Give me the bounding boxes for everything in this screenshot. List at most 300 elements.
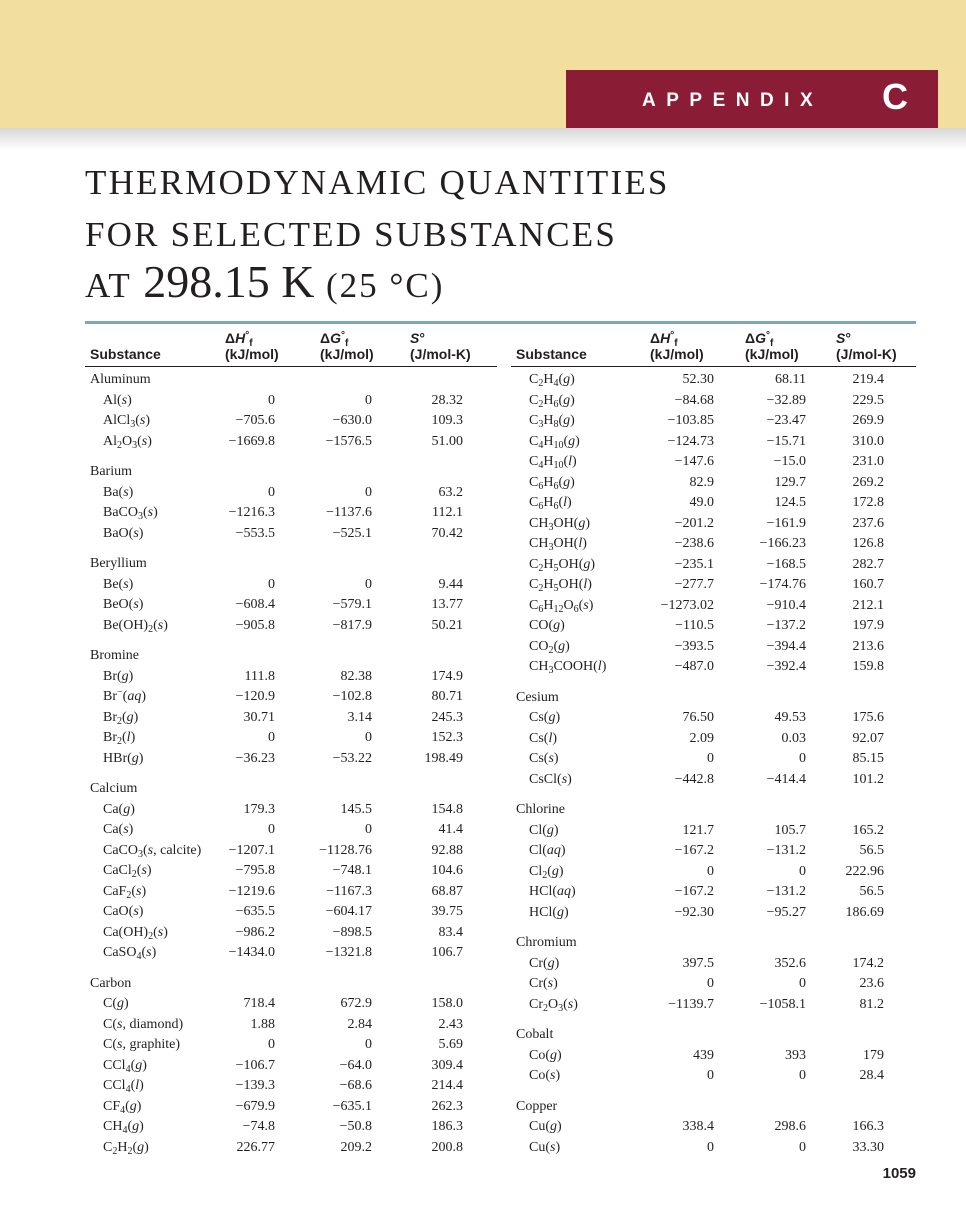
enthalpy-value: −705.6 — [235, 413, 275, 428]
enthalpy-value: −1219.6 — [228, 883, 275, 899]
substance-formula: Br−(aq) — [103, 687, 146, 704]
gibbs-value: −394.4 — [766, 638, 806, 654]
header-enthalpy — [225, 330, 279, 362]
gibbs-value: −635.1 — [332, 1098, 372, 1114]
entropy-value: 51.00 — [431, 433, 463, 449]
entropy-value: 214.4 — [431, 1078, 463, 1093]
header-gibbs-unit: (kJ/mol) — [320, 346, 374, 362]
table-row — [511, 657, 916, 678]
substance-formula: CO(g) — [529, 618, 565, 633]
group-heading: Barium — [90, 464, 132, 479]
table-row — [511, 770, 916, 791]
table-row — [511, 452, 916, 473]
entropy-value: 5.69 — [438, 1037, 463, 1052]
table-left-column — [85, 370, 497, 1158]
substance-formula: Ca(s) — [103, 822, 134, 837]
entropy-value: 70.42 — [431, 525, 463, 541]
group-spacer — [511, 678, 916, 688]
gibbs-value: −15.0 — [773, 454, 806, 469]
entropy-value: 152.3 — [431, 730, 463, 745]
substance-formula: CaCl$_2$(s) — [103, 863, 152, 880]
entropy-value: 92.07 — [852, 730, 884, 746]
entropy-value: 2.43 — [438, 1016, 463, 1032]
group-heading: Aluminum — [90, 372, 151, 387]
table-row — [511, 616, 916, 637]
table-row — [511, 954, 916, 975]
gibbs-value: −1576.5 — [325, 433, 372, 449]
table-row — [85, 595, 497, 616]
enthalpy-value: 30.71 — [243, 709, 275, 725]
table-row — [85, 391, 497, 412]
entropy-value: 50.21 — [431, 617, 463, 633]
gibbs-value: 0.03 — [781, 730, 806, 746]
entropy-value: 41.4 — [438, 822, 463, 837]
entropy-value: 237.6 — [852, 515, 884, 531]
page-title-line-2: FOR SELECTED SUBSTANCES — [85, 215, 618, 254]
appendix-letter: C — [882, 76, 908, 117]
enthalpy-value: −487.0 — [674, 659, 714, 674]
enthalpy-value: 0 — [268, 392, 275, 408]
entropy-value: 80.71 — [431, 689, 463, 704]
gibbs-value: 3.14 — [347, 709, 372, 725]
gibbs-value: −525.1 — [332, 525, 372, 541]
group-heading: Chlorine — [516, 802, 565, 817]
header-gibbs-unit: (kJ/mol) — [745, 346, 799, 362]
substance-formula: Cl(g) — [529, 822, 559, 838]
substance-formula: HCl(aq) — [529, 884, 576, 899]
table-row — [85, 923, 497, 944]
entropy-value: 68.87 — [431, 883, 463, 899]
entropy-value: 213.6 — [852, 638, 884, 654]
substance-formula: $CH_3OH(l)$ — [529, 536, 587, 553]
enthalpy-value: −139.3 — [235, 1078, 275, 1093]
table-row — [85, 708, 497, 729]
gibbs-value: −32.89 — [766, 392, 806, 408]
table-row — [85, 943, 497, 964]
entropy-value: 13.77 — [431, 597, 463, 612]
substance-formula: $C_3H_8(g)$ — [529, 413, 575, 430]
entropy-value: 154.8 — [431, 801, 463, 817]
table-row — [85, 1097, 497, 1118]
table-row — [85, 1076, 497, 1097]
entropy-value: 160.7 — [852, 577, 884, 592]
title-prefix: AT — [85, 266, 132, 305]
enthalpy-value: −795.8 — [235, 863, 275, 878]
gibbs-value: −910.4 — [766, 597, 806, 613]
gibbs-value: 2.84 — [347, 1016, 372, 1032]
entropy-value: 106.7 — [431, 945, 463, 960]
enthalpy-value: 0 — [268, 1037, 275, 1052]
table-right-column — [511, 370, 916, 1158]
substance-formula: AlCl$_3$(s) — [103, 413, 151, 430]
enthalpy-value: −679.9 — [235, 1098, 275, 1114]
entropy-value: 172.8 — [852, 495, 884, 510]
entropy-value: 63.2 — [438, 484, 463, 500]
gibbs-value: −68.6 — [339, 1078, 372, 1093]
entropy-value: 245.3 — [431, 709, 463, 725]
entropy-value: 174.2 — [852, 955, 884, 971]
header-gibbs — [745, 330, 799, 362]
table-row — [511, 1046, 916, 1067]
gibbs-value: 0 — [365, 1037, 372, 1052]
substance-formula: $Br_2(l)$ — [103, 730, 136, 747]
enthalpy-value: 179.3 — [243, 801, 275, 817]
enthalpy-value: −103.85 — [667, 413, 714, 428]
substance-formula: C(g) — [103, 996, 129, 1011]
enthalpy-value: 439 — [693, 1047, 714, 1063]
table-row — [85, 483, 497, 504]
entropy-value: 56.5 — [859, 843, 884, 858]
gibbs-value: −50.8 — [339, 1119, 372, 1134]
enthalpy-value: −277.7 — [674, 577, 714, 592]
entropy-value: 219.4 — [852, 372, 884, 387]
entropy-value: 231.0 — [852, 454, 884, 469]
substance-formula: $C_2H_5OH(l)$ — [529, 577, 592, 594]
group-heading: Beryllium — [90, 556, 147, 571]
group-spacer — [85, 544, 497, 554]
substance-formula: Cs(g) — [529, 710, 561, 725]
table-row — [85, 503, 497, 524]
substance-formula: Cr(s) — [529, 976, 558, 991]
gibbs-value: 0 — [365, 576, 372, 592]
substance-formula: $C_2H_4(g)$ — [529, 372, 575, 389]
group-spacer — [511, 1015, 916, 1025]
enthalpy-value: 82.9 — [689, 474, 714, 490]
header-enthalpy-symbol: $\Delta H^\circ_f$ — [650, 330, 678, 349]
gibbs-value: −15.71 — [766, 433, 806, 449]
entropy-value: 28.4 — [859, 1068, 884, 1083]
enthalpy-value: −986.2 — [235, 924, 275, 940]
gibbs-value: −1321.8 — [325, 945, 372, 960]
table-row — [85, 820, 497, 841]
table-row — [85, 667, 497, 688]
enthalpy-value: −393.5 — [674, 638, 714, 654]
header-entropy-unit: (J/mol-K) — [836, 346, 897, 362]
enthalpy-value: 0 — [268, 730, 275, 745]
table-row — [85, 432, 497, 453]
table-row — [511, 1117, 916, 1138]
table-row — [511, 391, 916, 412]
enthalpy-value: −235.1 — [674, 556, 714, 572]
substance-formula: BaCO$_3$(s) — [103, 505, 158, 522]
group-heading: Cesium — [516, 689, 559, 705]
entropy-value: 200.8 — [431, 1139, 463, 1155]
enthalpy-value: 0 — [707, 863, 714, 879]
gibbs-value: 298.6 — [774, 1119, 806, 1134]
gibbs-value: −95.27 — [766, 904, 806, 920]
entropy-value: 158.0 — [431, 996, 463, 1011]
table-row — [85, 728, 497, 749]
entropy-value: 85.15 — [852, 751, 884, 766]
table-row — [511, 995, 916, 1016]
table-row — [85, 1117, 497, 1138]
table-row — [511, 432, 916, 453]
gibbs-value: 0 — [365, 822, 372, 837]
group-spacer — [85, 636, 497, 646]
substance-formula: $CO_2(g)$ — [529, 638, 570, 656]
table-row — [511, 534, 916, 555]
gibbs-value: 352.6 — [774, 955, 806, 971]
substance-formula: BeO(s) — [103, 597, 144, 612]
group-spacer — [85, 964, 497, 974]
gibbs-value: 145.5 — [340, 801, 372, 817]
table-row — [511, 514, 916, 535]
enthalpy-value: −608.4 — [235, 597, 275, 612]
entropy-value: 92.88 — [431, 842, 463, 858]
table-row — [511, 862, 916, 883]
substance-formula: Cs(l) — [529, 730, 558, 746]
gibbs-value: −166.23 — [759, 536, 806, 551]
group-spacer — [85, 769, 497, 779]
table-row — [511, 882, 916, 903]
substance-formula: Cu(s) — [529, 1139, 561, 1155]
gibbs-value: −1058.1 — [759, 996, 806, 1012]
enthalpy-value: 0 — [268, 576, 275, 592]
table-header-left — [85, 330, 497, 367]
enthalpy-value: 52.30 — [682, 372, 714, 387]
header-substance: Substance — [516, 346, 587, 362]
table-row — [511, 370, 916, 391]
gibbs-value: −1137.6 — [326, 505, 372, 520]
table-row — [85, 861, 497, 882]
substance-formula: BaO(s) — [103, 525, 144, 541]
substance-formula: $C_6H_{12}O_6(s)$ — [529, 597, 594, 615]
entropy-value: 282.7 — [852, 556, 884, 572]
appendix-tab — [566, 70, 938, 128]
gibbs-value: −64.0 — [339, 1057, 372, 1073]
entropy-value: 186.3 — [431, 1119, 463, 1134]
gibbs-value: −168.5 — [766, 556, 806, 572]
substance-formula: $Br_2(g)$ — [103, 709, 139, 727]
enthalpy-value: 0 — [707, 976, 714, 991]
substance-formula: $C_6H_6(l)$ — [529, 495, 572, 512]
entropy-value: 23.6 — [859, 976, 884, 991]
gibbs-value: 393 — [785, 1047, 806, 1063]
substance-formula: CaO(s) — [103, 904, 144, 919]
table-row — [85, 882, 497, 903]
gibbs-value: 672.9 — [340, 996, 372, 1011]
substance-formula: $C_2H_5OH(g)$ — [529, 556, 596, 574]
substance-formula: $C_6H_6(g)$ — [529, 474, 575, 492]
group-spacer — [511, 790, 916, 800]
enthalpy-value: 1.88 — [250, 1016, 275, 1032]
gibbs-value: −579.1 — [332, 597, 372, 612]
substance-formula: CaSO$_4$(s) — [103, 945, 157, 962]
table-row — [85, 800, 497, 821]
entropy-value: 197.9 — [852, 618, 884, 633]
enthalpy-value: 0 — [268, 484, 275, 500]
entropy-value: 112.1 — [432, 505, 463, 520]
entropy-value: 310.0 — [852, 433, 884, 449]
substance-formula: $C_2H_6(g)$ — [529, 392, 575, 410]
table-row — [511, 411, 916, 432]
substance-formula: $C_4H_{10}(g)$ — [529, 433, 580, 451]
gibbs-value: −630.0 — [332, 413, 372, 428]
enthalpy-value: −92.30 — [674, 904, 714, 920]
gibbs-value: −137.2 — [766, 618, 806, 633]
table-row — [85, 1035, 497, 1056]
table-row — [85, 575, 497, 596]
entropy-value: 175.6 — [852, 710, 884, 725]
page-title-line-3 — [85, 255, 444, 308]
header-entropy — [836, 330, 897, 362]
entropy-value: 33.30 — [852, 1139, 884, 1155]
substance-formula: Co(s) — [529, 1068, 561, 1083]
gibbs-value: −161.9 — [766, 515, 806, 531]
table-row — [511, 1066, 916, 1087]
header-enthalpy-unit: (kJ/mol) — [225, 346, 279, 362]
enthalpy-value: −1139.7 — [668, 996, 714, 1012]
group-spacer — [85, 452, 497, 462]
enthalpy-value: 338.4 — [682, 1119, 714, 1134]
table-row — [511, 493, 916, 514]
enthalpy-value: 397.5 — [682, 955, 714, 971]
group-heading: Chromium — [516, 935, 577, 950]
gibbs-value: −131.2 — [766, 884, 806, 899]
substance-formula: $CH_3COOH(l)$ — [529, 659, 607, 676]
gibbs-value: 129.7 — [774, 474, 806, 490]
header-entropy-symbol: S° — [410, 330, 425, 346]
substance-formula: C(s, diamond) — [103, 1016, 184, 1032]
header-gibbs-symbol: $\Delta G^\circ_f$ — [320, 330, 349, 349]
gibbs-value: −131.2 — [766, 843, 806, 858]
gibbs-value: −1167.3 — [326, 883, 372, 899]
entropy-value: 262.3 — [431, 1098, 463, 1114]
gibbs-value: 0 — [365, 392, 372, 408]
header-entropy-symbol: S° — [836, 330, 851, 346]
substance-formula: Be(s) — [103, 576, 134, 592]
table-row — [511, 708, 916, 729]
substance-formula: $Be(OH)_2(s)$ — [103, 617, 168, 635]
gibbs-value: 0 — [799, 976, 806, 991]
entropy-value: 174.9 — [431, 668, 463, 684]
substance-formula: Al(s) — [103, 392, 132, 408]
entropy-value: 222.96 — [845, 863, 884, 879]
header-gibbs — [320, 330, 374, 362]
enthalpy-value: −1216.3 — [228, 505, 275, 520]
enthalpy-value: 226.77 — [236, 1139, 275, 1155]
substance-formula: $Ca(OH)_2(s)$ — [103, 924, 168, 942]
entropy-value: 159.8 — [852, 659, 884, 674]
title-temperature-c: (25 °C) — [326, 266, 445, 305]
gibbs-value: 49.53 — [774, 710, 806, 725]
table-row — [511, 729, 916, 750]
entropy-value: 109.3 — [431, 413, 463, 428]
gibbs-value: 0 — [365, 730, 372, 745]
table-row — [85, 749, 497, 770]
enthalpy-value: −1669.8 — [228, 433, 275, 449]
group-heading: Copper — [516, 1098, 558, 1114]
header-enthalpy-unit: (kJ/mol) — [650, 346, 704, 362]
substance-formula: $CH_4(g)$ — [103, 1119, 144, 1136]
enthalpy-value: −36.23 — [235, 750, 275, 766]
entropy-value: 186.69 — [845, 904, 884, 920]
gibbs-value: 82.38 — [340, 668, 372, 684]
entropy-value: 166.3 — [852, 1119, 884, 1134]
enthalpy-value: 76.50 — [682, 710, 714, 725]
enthalpy-value: −120.9 — [235, 689, 275, 704]
entropy-value: 309.4 — [431, 1057, 463, 1073]
table-row — [85, 616, 497, 637]
substance-formula: C(s, graphite) — [103, 1037, 180, 1052]
entropy-value: 39.75 — [431, 904, 463, 919]
table-row — [85, 902, 497, 923]
enthalpy-value: 111.8 — [244, 668, 275, 684]
enthalpy-value: −1434.0 — [228, 945, 275, 960]
enthalpy-value: 0 — [268, 822, 275, 837]
enthalpy-value: 718.4 — [243, 996, 275, 1011]
enthalpy-value: −124.73 — [667, 433, 714, 449]
enthalpy-value: −110.5 — [675, 618, 714, 633]
table-row — [511, 575, 916, 596]
gibbs-value: −102.8 — [332, 689, 372, 704]
table-row — [85, 1138, 497, 1159]
page-number: 1059 — [882, 1165, 916, 1182]
enthalpy-value: −167.2 — [674, 843, 714, 858]
gibbs-value: −414.4 — [766, 771, 806, 787]
enthalpy-value: −106.7 — [235, 1057, 275, 1073]
gibbs-value: 0 — [799, 1139, 806, 1155]
substance-formula: $Cr_2O_3(s)$ — [529, 996, 578, 1014]
entropy-value: 269.2 — [852, 474, 884, 490]
gibbs-value: −174.76 — [759, 577, 806, 592]
entropy-value: 9.44 — [438, 576, 463, 592]
enthalpy-value: −1207.1 — [228, 842, 275, 858]
table-row — [511, 974, 916, 995]
enthalpy-value: 2.09 — [689, 730, 714, 746]
substance-formula: HBr(g) — [103, 750, 144, 766]
table-header-right — [511, 330, 916, 367]
gibbs-value: 0 — [799, 1068, 806, 1083]
gibbs-value: −23.47 — [766, 413, 806, 428]
enthalpy-value: −238.6 — [674, 536, 714, 551]
gibbs-value: −604.17 — [325, 904, 372, 919]
table-row — [511, 555, 916, 576]
table-row — [85, 524, 497, 545]
enthalpy-value: −553.5 — [235, 525, 275, 541]
gibbs-value: −392.4 — [766, 659, 806, 674]
header-enthalpy — [650, 330, 704, 362]
substance-formula: CaCO$_3$(s, calcite) — [103, 842, 202, 860]
enthalpy-value: 121.7 — [682, 822, 714, 838]
entropy-value: 28.32 — [431, 392, 463, 408]
gibbs-value: 68.11 — [775, 372, 806, 387]
gibbs-value: 0 — [799, 751, 806, 766]
substance-formula: CsCl(s) — [529, 771, 572, 787]
page-title-line-1: THERMODYNAMIC QUANTITIES — [85, 163, 670, 202]
enthalpy-value: −635.5 — [235, 904, 275, 919]
substance-formula: HCl(g) — [529, 904, 569, 920]
gibbs-value: 209.2 — [340, 1139, 372, 1155]
table-row — [85, 687, 497, 708]
substance-formula: $C_4H_{10}(l)$ — [529, 454, 577, 471]
substance-formula: CCl$_4$(g) — [103, 1057, 147, 1075]
enthalpy-value: −147.6 — [674, 454, 714, 469]
title-temperature-k: 298.15 K — [143, 256, 315, 307]
substance-formula: Cu(g) — [529, 1119, 562, 1134]
table-row — [511, 749, 916, 770]
substance-formula: $CH_3OH(g)$ — [529, 515, 591, 533]
substance-formula: $C_2H_2(g)$ — [103, 1139, 149, 1157]
entropy-value: 56.5 — [859, 884, 884, 899]
header-entropy — [410, 330, 471, 362]
entropy-value: 212.1 — [852, 597, 884, 613]
table-row — [511, 473, 916, 494]
substance-formula: Br(g) — [103, 668, 134, 684]
entropy-value: 269.9 — [852, 413, 884, 428]
enthalpy-value: −74.8 — [242, 1119, 275, 1134]
gibbs-value: −817.9 — [332, 617, 372, 633]
